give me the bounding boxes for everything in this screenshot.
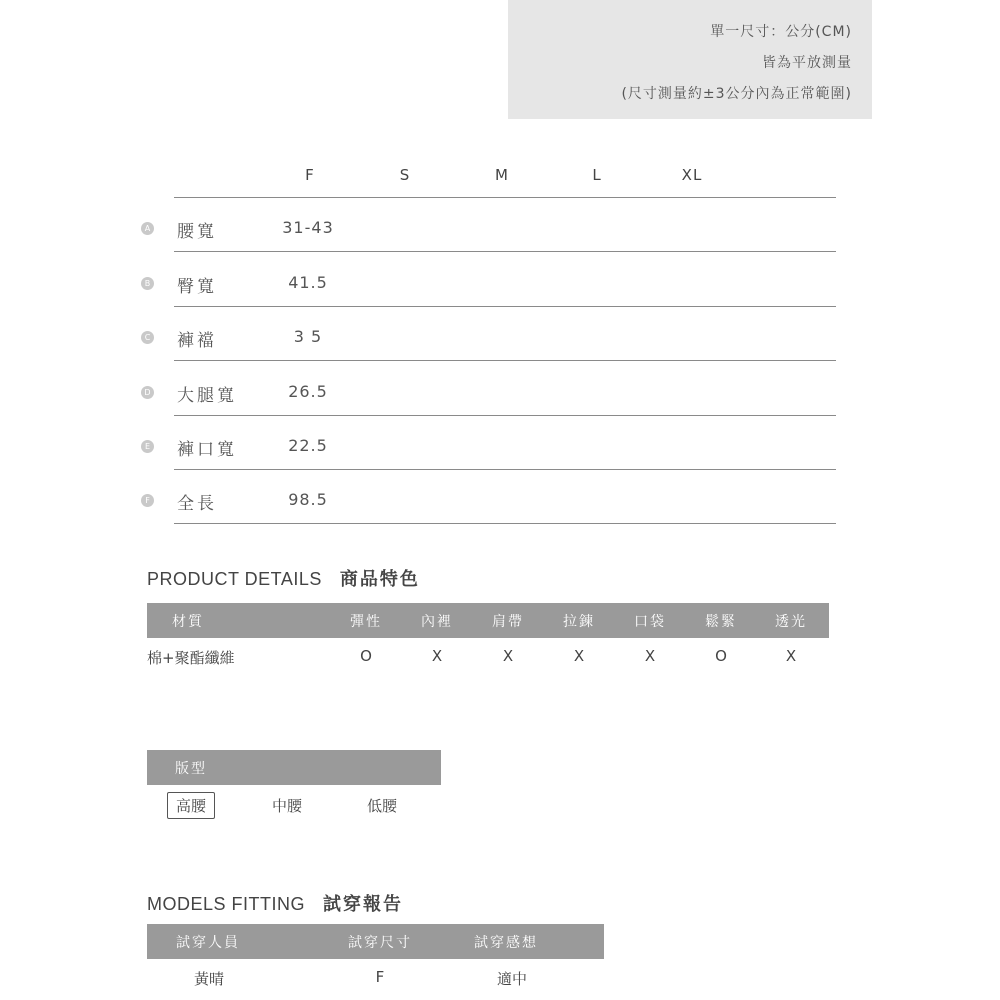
feature-header-elastic-band: 鬆緊 [705, 614, 737, 630]
row-marker-b: B [141, 277, 154, 290]
row-label-thigh: 大腿寬 [177, 386, 237, 406]
row-value-waist: 31-43 [282, 218, 334, 237]
row-value-hip: 41.5 [288, 273, 328, 292]
fitting-model-name: 黃晴 [194, 970, 225, 988]
feature-value-straps: X [502, 647, 514, 665]
feature-header-straps: 肩帶 [492, 614, 524, 630]
material-value: 棉+聚酯纖維 [147, 649, 235, 667]
product-details-title [147, 565, 420, 591]
fit-option-high-waist: 高腰 [167, 792, 215, 819]
fitting-header-size: 試穿尺寸 [348, 935, 412, 951]
feature-header-sheer: 透光 [775, 614, 807, 630]
table-divider [174, 197, 836, 198]
row-value-length: 98.5 [288, 490, 328, 509]
row-label-rise: 褲襠 [177, 331, 217, 351]
fitting-size-value: F [375, 968, 385, 986]
row-label-hem: 褲口寬 [177, 440, 237, 460]
feature-value-pocket: X [644, 647, 656, 665]
row-marker-a: A [141, 222, 154, 235]
feature-value-zipper: X [573, 647, 585, 665]
product-details-title-en: PRODUCT DETAILS [147, 569, 322, 589]
table-divider [174, 306, 836, 307]
product-details-title-zh: 商品特色 [339, 569, 420, 590]
row-label-waist: 腰寬 [177, 222, 217, 242]
table-divider [174, 523, 836, 524]
row-marker-c: C [141, 331, 154, 344]
note-method: 皆為平放測量 [762, 55, 852, 71]
feature-value-elastic: O [360, 647, 372, 665]
row-marker-d: D [141, 386, 154, 399]
row-value-thigh: 26.5 [288, 382, 328, 401]
size-header-l: L [592, 166, 602, 184]
table-divider [174, 251, 836, 252]
models-fitting-title-en: MODELS FITTING [147, 894, 306, 914]
fit-type-header: 版型 [175, 761, 207, 777]
feature-value-lining: X [431, 647, 443, 665]
table-divider [174, 469, 836, 470]
measurement-note [508, 0, 872, 119]
feature-value-sheer: X [785, 647, 797, 665]
feature-header-lining: 內裡 [421, 614, 453, 630]
row-label-length: 全長 [177, 494, 217, 514]
feature-header-zipper: 拉鍊 [563, 614, 595, 630]
size-header-xl: XL [681, 166, 703, 184]
feature-value-elastic-band: O [715, 647, 727, 665]
fit-option-low-waist: 低腰 [367, 797, 398, 815]
fitting-header-comment: 試穿感想 [474, 935, 538, 951]
fitting-header-model: 試穿人員 [176, 935, 240, 951]
models-fitting-title-zh: 試穿報告 [323, 894, 404, 915]
table-divider [174, 360, 836, 361]
row-value-hem: 22.5 [288, 436, 328, 455]
material-header: 材質 [172, 614, 204, 630]
row-label-hip: 臀寬 [177, 277, 217, 297]
row-value-rise: 3 5 [293, 327, 323, 346]
feature-header-elastic: 彈性 [350, 614, 382, 630]
size-header-f: F [305, 166, 315, 184]
fitting-comment-value: 適中 [497, 970, 528, 988]
note-tolerance: (尺寸測量約±3公分內為正常範圍) [621, 86, 852, 102]
fit-option-mid-waist: 中腰 [272, 797, 303, 815]
table-divider [174, 415, 836, 416]
feature-header-pocket: 口袋 [634, 614, 666, 630]
size-header-s: S [399, 166, 411, 184]
row-marker-e: E [141, 440, 154, 453]
size-header-m: M [495, 166, 509, 184]
row-marker-f: F [141, 494, 154, 507]
models-fitting-title [147, 890, 403, 916]
note-unit: 單一尺寸：公分(CM) [710, 24, 852, 40]
